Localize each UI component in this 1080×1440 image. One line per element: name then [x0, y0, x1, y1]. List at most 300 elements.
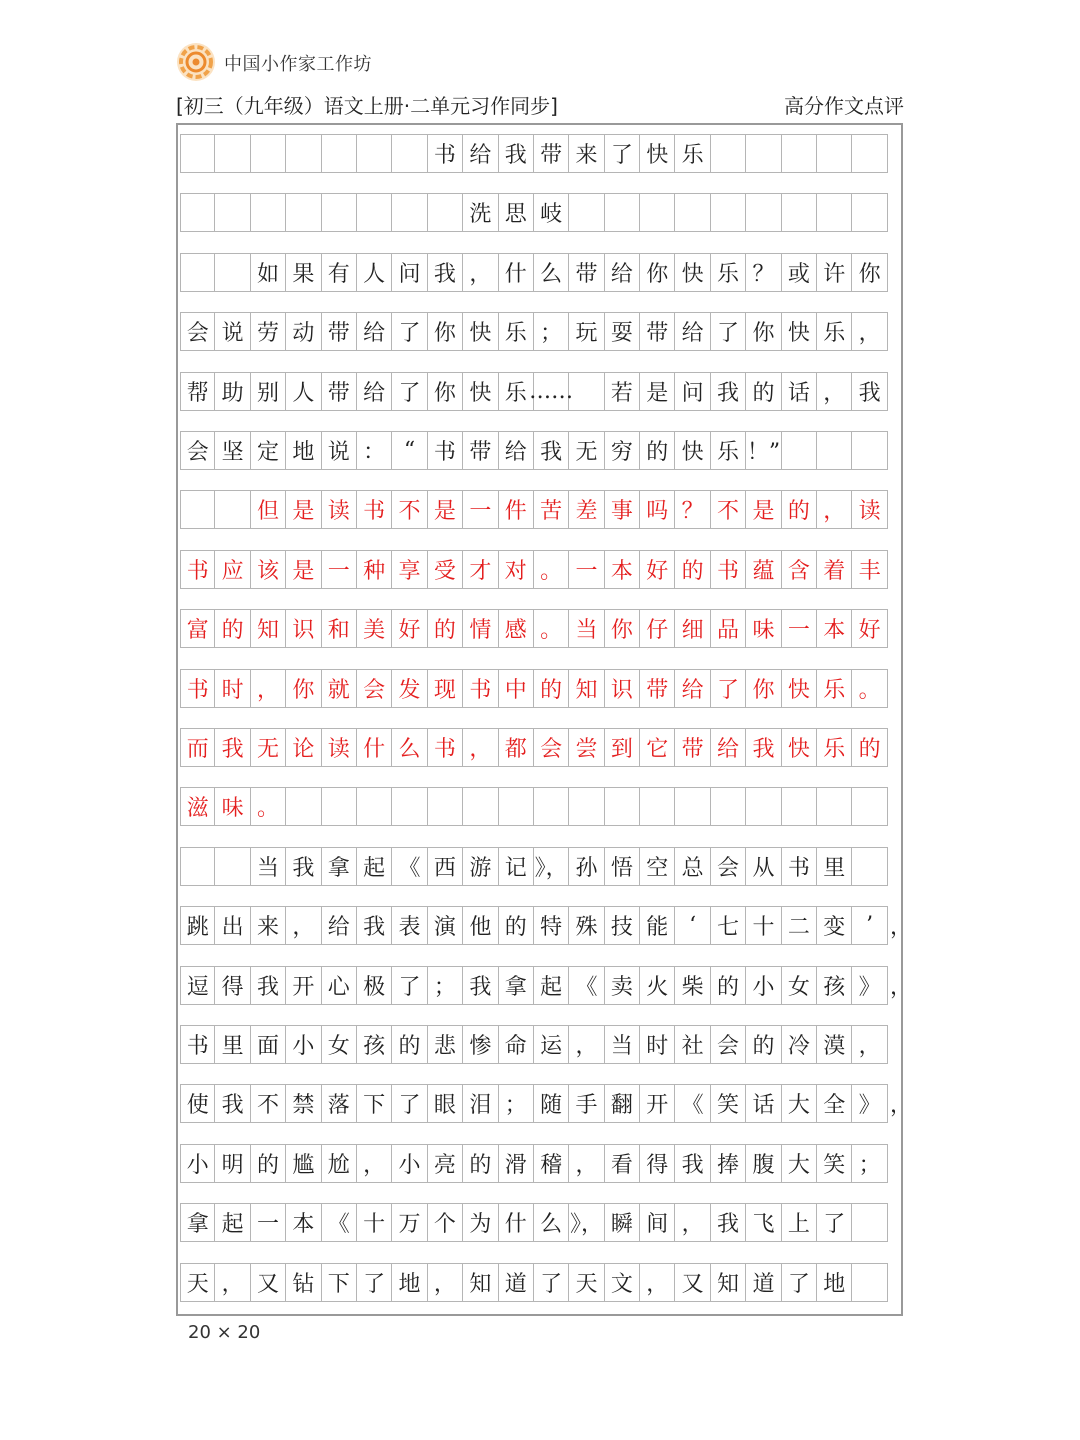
- grid-cell: 时: [640, 1026, 675, 1063]
- grid-cell: 是: [640, 373, 675, 410]
- grid-cell: 的: [428, 610, 463, 647]
- grid-cell: 知: [463, 1264, 498, 1301]
- grid-cell: 你: [605, 610, 640, 647]
- grid-cell: 乐: [817, 313, 852, 350]
- grid-cell: 快: [782, 670, 817, 707]
- grid-cell: 了: [392, 1085, 427, 1122]
- grid-cell: 随: [534, 1085, 569, 1122]
- grid-cell: 坚: [215, 432, 250, 469]
- grid-cell: 腹: [746, 1145, 781, 1182]
- grid-cell: 里: [817, 848, 852, 885]
- grid-cell: 书: [180, 670, 215, 707]
- grid-cell: [534, 788, 569, 825]
- grid-cell: ，: [251, 670, 286, 707]
- unit-title: [初三（九年级）语文上册·二单元习作同步]: [176, 94, 558, 118]
- grid-cell: 你: [746, 313, 781, 350]
- grid-cell: 不: [251, 1085, 286, 1122]
- grid-cell: [322, 788, 357, 825]
- grid-cell: 给: [357, 313, 392, 350]
- grid-cell: ……: [534, 373, 569, 410]
- grid-cell: [251, 194, 286, 231]
- grid-cell: ：: [357, 432, 392, 469]
- grid-cell: 你: [428, 373, 463, 410]
- grid-cell: 我: [711, 373, 746, 410]
- grid-cell: 仔: [640, 610, 675, 647]
- grid-cell: 看: [605, 1145, 640, 1182]
- grid-row: [180, 550, 888, 589]
- grid-cell: [817, 432, 852, 469]
- grid-cell: 果: [286, 254, 321, 291]
- grid-cell: 悟: [605, 848, 640, 885]
- grid-cell: 小: [286, 1026, 321, 1063]
- grid-cell: [675, 194, 710, 231]
- grid-cell: 个: [428, 1204, 463, 1241]
- grid-cell: 着: [817, 551, 852, 588]
- grid-cell: 书: [180, 1026, 215, 1063]
- grid-cell: 一: [569, 551, 604, 588]
- grid-cell: ；: [428, 967, 463, 1004]
- grid-cell: [357, 194, 392, 231]
- grid-cell: 禁: [286, 1085, 321, 1122]
- grid-cell: 快: [782, 729, 817, 766]
- grid-cell: 识: [286, 610, 321, 647]
- grid-cell: 了: [782, 1264, 817, 1301]
- grid-cell: 本: [605, 551, 640, 588]
- grid-cell: 许: [817, 254, 852, 291]
- grid-cell: 事: [605, 491, 640, 528]
- grid-row: [180, 966, 888, 1005]
- grid-cell: 好: [852, 610, 887, 647]
- grid-cell: [852, 194, 887, 231]
- grid-cell: 该: [251, 551, 286, 588]
- grid-cell: 逗: [180, 967, 215, 1004]
- grid-cell: 乐: [817, 670, 852, 707]
- grid-cell: ，: [569, 1145, 604, 1182]
- grid-cell: [711, 788, 746, 825]
- grid-cell: 有: [322, 254, 357, 291]
- grid-cell: 本: [286, 1204, 321, 1241]
- grid-cell: ；: [499, 1085, 534, 1122]
- grid-cell: 差: [569, 491, 604, 528]
- grid-cell: 里: [215, 1026, 250, 1063]
- grid-row: [180, 431, 888, 470]
- grid-cell: 的: [499, 907, 534, 944]
- grid-cell: 带: [640, 670, 675, 707]
- grid-row: [180, 312, 888, 351]
- grid-cell: [180, 254, 215, 291]
- grid-cell: [322, 194, 357, 231]
- grid-cell: 。: [534, 610, 569, 647]
- grid-cell: 女: [322, 1026, 357, 1063]
- grid-cell: 我: [675, 1145, 710, 1182]
- grid-cell: 穷: [605, 432, 640, 469]
- grid-cell: 跳: [180, 907, 215, 944]
- grid-cell: ！”: [746, 432, 781, 469]
- grid-cell: 不: [392, 491, 427, 528]
- grid-cell: 玩: [569, 313, 604, 350]
- grid-cell: 细: [675, 610, 710, 647]
- grid-cell: ‘: [675, 907, 710, 944]
- grid-cell: 是: [286, 551, 321, 588]
- grid-cell: 小: [180, 1145, 215, 1182]
- grid-cell: 全: [817, 1085, 852, 1122]
- grid-cell: [180, 848, 215, 885]
- grid-cell: 我: [852, 373, 887, 410]
- grid-cell: 识: [605, 670, 640, 707]
- grid-cell: [817, 135, 852, 172]
- grid-row: [180, 1084, 888, 1123]
- grid-cell: [746, 788, 781, 825]
- grid-row: [180, 1144, 888, 1183]
- grid-cell: 蕴: [746, 551, 781, 588]
- grid-cell: 快: [640, 135, 675, 172]
- grid-cell: 的: [746, 1026, 781, 1063]
- grid-cell: 翻: [605, 1085, 640, 1122]
- grid-cell: 。: [534, 551, 569, 588]
- grid-cell: 了: [357, 1264, 392, 1301]
- grid-cell: 的: [675, 551, 710, 588]
- grid-cell: [180, 194, 215, 231]
- overflow-punctuation: ，: [890, 974, 913, 1000]
- grid-cell: ，: [463, 729, 498, 766]
- grid-cell: 动: [286, 313, 321, 350]
- grid-cell: 手: [569, 1085, 604, 1122]
- grid-cell: [640, 194, 675, 231]
- grid-cell: 空: [640, 848, 675, 885]
- grid-cell: 如: [251, 254, 286, 291]
- grid-cell: [215, 254, 250, 291]
- grid-cell: 飞: [746, 1204, 781, 1241]
- grid-cell: 开: [286, 967, 321, 1004]
- grid-cell: 情: [463, 610, 498, 647]
- grid-cell: 洗: [463, 194, 498, 231]
- grid-cell: 问: [392, 254, 427, 291]
- grid-cell: 。: [852, 670, 887, 707]
- grid-cell: 耍: [605, 313, 640, 350]
- grid-cell: 我: [534, 432, 569, 469]
- grid-cell: 是: [286, 491, 321, 528]
- grid-cell: 变: [817, 907, 852, 944]
- grid-cell: 但: [251, 491, 286, 528]
- grid-cell: 读: [852, 491, 887, 528]
- grid-cell: 钻: [286, 1264, 321, 1301]
- grid-cell: 命: [499, 1026, 534, 1063]
- grid-row: [180, 1203, 888, 1242]
- grid-cell: 是: [428, 491, 463, 528]
- grid-cell: 件: [499, 491, 534, 528]
- grid-cell: 拿: [322, 848, 357, 885]
- grid-cell: 了: [392, 373, 427, 410]
- grid-cell: 面: [251, 1026, 286, 1063]
- grid-cell: 得: [640, 1145, 675, 1182]
- grid-cell: 人: [357, 254, 392, 291]
- grid-cell: 说: [215, 313, 250, 350]
- grid-cell: [569, 373, 604, 410]
- grid-cell: ，: [817, 373, 852, 410]
- grid-cell: 会: [180, 432, 215, 469]
- grid-cell: [852, 1204, 887, 1241]
- grid-cell: [286, 194, 321, 231]
- grid-cell: 才: [463, 551, 498, 588]
- grid-cell: 我: [215, 1085, 250, 1122]
- grid-cell: 的: [782, 491, 817, 528]
- grid-cell: ’: [852, 907, 887, 944]
- grid-row: [180, 193, 888, 232]
- grid-cell: [640, 788, 675, 825]
- grid-cell: 现: [428, 670, 463, 707]
- grid-row: [180, 490, 888, 529]
- grid-cell: 会: [180, 313, 215, 350]
- grid-cell: 起: [534, 967, 569, 1004]
- grid-cell: 起: [215, 1204, 250, 1241]
- grid-cell: 从: [746, 848, 781, 885]
- grid-cell: 孩: [817, 967, 852, 1004]
- grid-cell: 冷: [782, 1026, 817, 1063]
- grid-cell: 你: [428, 313, 463, 350]
- grid-cell: 会: [357, 670, 392, 707]
- grid-cell: 天: [569, 1264, 604, 1301]
- grid-cell: 我: [463, 967, 498, 1004]
- grid-cell: 地: [286, 432, 321, 469]
- grid-cell: 拿: [499, 967, 534, 1004]
- grid-cell: 应: [215, 551, 250, 588]
- grid-cell: 大: [782, 1145, 817, 1182]
- grid-cell: 道: [746, 1264, 781, 1301]
- grid-cell: 乐: [711, 432, 746, 469]
- grid-cell: 给: [463, 135, 498, 172]
- grid-cell: 《: [569, 967, 604, 1004]
- grid-cell: [180, 491, 215, 528]
- grid-cell: 好: [392, 610, 427, 647]
- grid-cell: 他: [463, 907, 498, 944]
- manuscript-grid-paper: [176, 123, 913, 1316]
- grid-cell: 火: [640, 967, 675, 1004]
- grid-cell: 给: [322, 907, 357, 944]
- grid-cell: 捧: [711, 1145, 746, 1182]
- grid-cell: [180, 135, 215, 172]
- grid-row: [180, 669, 888, 708]
- grid-cell: 若: [605, 373, 640, 410]
- grid-cell: 当: [605, 1026, 640, 1063]
- grid-cell: 书: [463, 670, 498, 707]
- grid-cell: 都: [499, 729, 534, 766]
- grid-cell: 一: [782, 610, 817, 647]
- grid-cell: 尬: [322, 1145, 357, 1182]
- grid-cell: [392, 788, 427, 825]
- grid-cell: 乐: [675, 135, 710, 172]
- grid-cell: 拿: [180, 1204, 215, 1241]
- grid-cell: 对: [499, 551, 534, 588]
- grid-cell: 中: [499, 670, 534, 707]
- grid-cell: 了: [711, 313, 746, 350]
- grid-cell: 《: [322, 1204, 357, 1241]
- grid-cell: 论: [286, 729, 321, 766]
- grid-cell: 了: [817, 1204, 852, 1241]
- grid-cell: 惨: [463, 1026, 498, 1063]
- grid-cell: 尴: [286, 1145, 321, 1182]
- grid-cell: 书: [428, 432, 463, 469]
- grid-cell: 了: [605, 135, 640, 172]
- grid-cell: 带: [534, 135, 569, 172]
- grid-cell: 卖: [605, 967, 640, 1004]
- grid-cell: 它: [640, 729, 675, 766]
- grid-cell: [215, 848, 250, 885]
- grid-cell: 岐: [534, 194, 569, 231]
- grid-cell: 说: [322, 432, 357, 469]
- grid-cell: 快: [463, 373, 498, 410]
- grid-cell: 你: [640, 254, 675, 291]
- grid-cell: 我: [357, 907, 392, 944]
- grid-cell: ，: [286, 907, 321, 944]
- grid-cell: 知: [711, 1264, 746, 1301]
- grid-cell: 又: [251, 1264, 286, 1301]
- grid-cell: 道: [499, 1264, 534, 1301]
- grid-cell: 和: [322, 610, 357, 647]
- grid-cell: ？: [675, 491, 710, 528]
- grid-cell: 当: [569, 610, 604, 647]
- grid-cell: [392, 194, 427, 231]
- grid-cell: 大: [782, 1085, 817, 1122]
- grid-cell: 的: [463, 1145, 498, 1182]
- grid-cell: 一: [463, 491, 498, 528]
- grid-cell: 的: [251, 1145, 286, 1182]
- grid-cell: ；: [852, 1145, 887, 1182]
- grid-cell: 的: [392, 1026, 427, 1063]
- grid-cell: 话: [746, 1085, 781, 1122]
- grid-cell: 快: [463, 313, 498, 350]
- grid-cell: 一: [322, 551, 357, 588]
- grid-cell: 。: [251, 788, 286, 825]
- grid-cell: 会: [534, 729, 569, 766]
- grid-cell: [428, 788, 463, 825]
- grid-cell: 心: [322, 967, 357, 1004]
- brand-name: 中国小作家工作坊: [224, 54, 372, 75]
- grid-cell: [782, 788, 817, 825]
- grid-cell: [852, 135, 887, 172]
- grid-cell: 文: [605, 1264, 640, 1301]
- grid-cell: 来: [569, 135, 604, 172]
- grid-cell: 到: [605, 729, 640, 766]
- grid-cell: [569, 194, 604, 231]
- grid-cell: ，: [215, 1264, 250, 1301]
- grid-cell: 上: [782, 1204, 817, 1241]
- grid-cell: 书: [428, 729, 463, 766]
- grid-cell: 十: [746, 907, 781, 944]
- grid-size-label: 20 × 20: [188, 1322, 261, 1343]
- grid-cell: [746, 135, 781, 172]
- grid-cell: 女: [782, 967, 817, 1004]
- grid-cell: 二: [782, 907, 817, 944]
- grid-cell: 思: [499, 194, 534, 231]
- grid-cell: 快: [782, 313, 817, 350]
- grid-cell: [817, 194, 852, 231]
- grid-cell: 含: [782, 551, 817, 588]
- grid-cell: [782, 135, 817, 172]
- grid-cell: 我: [428, 254, 463, 291]
- grid-cell: 小: [746, 967, 781, 1004]
- grid-cell: 七: [711, 907, 746, 944]
- grid-row: [180, 847, 888, 886]
- grid-cell: 丰: [852, 551, 887, 588]
- grid-cell: 给: [675, 670, 710, 707]
- grid-cell: 运: [534, 1026, 569, 1063]
- grid-cell: 好: [640, 551, 675, 588]
- grid-cell: 《: [392, 848, 427, 885]
- grid-cell: 稽: [534, 1145, 569, 1182]
- grid-cell: 给: [711, 729, 746, 766]
- grid-cell: 天: [180, 1264, 215, 1301]
- grid-cell: 下: [357, 1085, 392, 1122]
- grid-cell: 本: [817, 610, 852, 647]
- grid-cell: 社: [675, 1026, 710, 1063]
- grid-cell: 来: [251, 907, 286, 944]
- grid-cell: 万: [392, 1204, 427, 1241]
- grid-cell: 记: [499, 848, 534, 885]
- grid-cell: 助: [215, 373, 250, 410]
- grid-cell: ，: [357, 1145, 392, 1182]
- grid-cell: [428, 194, 463, 231]
- grid-cell: 地: [817, 1264, 852, 1301]
- grid-cell: 眼: [428, 1085, 463, 1122]
- grid-cell: 你: [746, 670, 781, 707]
- grid-cell: [251, 135, 286, 172]
- grid-cell: ；: [534, 313, 569, 350]
- grid-row: [180, 134, 888, 173]
- grid-cell: 带: [463, 432, 498, 469]
- grid-cell: ？: [746, 254, 781, 291]
- grid-cell: 的: [852, 729, 887, 766]
- grid-cell: 无: [569, 432, 604, 469]
- grid-cell: 带: [675, 729, 710, 766]
- grid-cell: [215, 194, 250, 231]
- grid-cell: 乐: [711, 254, 746, 291]
- grid-cell: 带: [569, 254, 604, 291]
- grid-cell: [852, 1264, 887, 1301]
- grid-cell: 享: [392, 551, 427, 588]
- grid-cell: 西: [428, 848, 463, 885]
- grid-cell: 》，: [534, 848, 569, 885]
- grid-cell: 的: [534, 670, 569, 707]
- grid-cell: 极: [357, 967, 392, 1004]
- grid-cell: 了: [711, 670, 746, 707]
- grid-cell: 》: [852, 967, 887, 1004]
- grid-cell: 给: [675, 313, 710, 350]
- grid-cell: 劳: [251, 313, 286, 350]
- grid-cell: 悲: [428, 1026, 463, 1063]
- grid-cell: 我: [746, 729, 781, 766]
- grid-cell: 你: [286, 670, 321, 707]
- grid-cell: 么: [392, 729, 427, 766]
- grid-cell: [215, 491, 250, 528]
- grid-cell: 品: [711, 610, 746, 647]
- grid-cell: 什: [499, 1204, 534, 1241]
- grid-cell: 瞬: [605, 1204, 640, 1241]
- grid-cell: ，: [569, 1026, 604, 1063]
- grid-cell: 笑: [711, 1085, 746, 1122]
- grid-cell: 受: [428, 551, 463, 588]
- grid-cell: 尝: [569, 729, 604, 766]
- grid-cell: 定: [251, 432, 286, 469]
- grid-cell: 演: [428, 907, 463, 944]
- grid-cell: [817, 788, 852, 825]
- grid-cell: [392, 135, 427, 172]
- grid-cell: 快: [675, 432, 710, 469]
- grid-cell: [357, 788, 392, 825]
- grid-cell: 快: [675, 254, 710, 291]
- grid-cell: 书: [180, 551, 215, 588]
- grid-cell: 话: [782, 373, 817, 410]
- grid-cell: 》，: [569, 1204, 604, 1241]
